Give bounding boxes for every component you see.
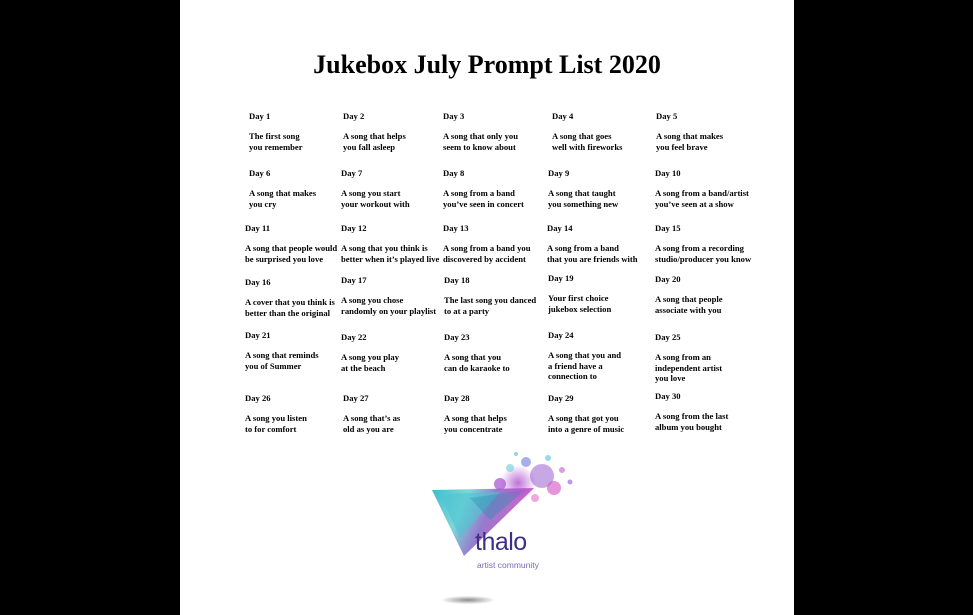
day-label: Day 16 (245, 277, 271, 287)
day-prompt: A song from a band/artist you’ve seen at a show (655, 188, 749, 209)
day-cell (655, 332, 722, 384)
day-prompt: A song that’s as old as you are (343, 413, 401, 434)
day-label: Day 4 (552, 111, 574, 121)
day-prompt: A song that people would be surprised you love (245, 243, 338, 264)
logo-tagline: artist community (477, 560, 539, 570)
day-cell (245, 223, 337, 264)
day-label: Day 5 (656, 111, 678, 121)
day-cell (341, 168, 410, 209)
day-label: Day 20 (655, 274, 681, 284)
day-cell (245, 330, 319, 371)
day-label: Day 29 (548, 393, 574, 403)
day-cell (341, 223, 439, 264)
day-cell (444, 275, 536, 316)
day-prompt: A song you listen to for comfort (245, 413, 307, 434)
day-label: Day 24 (548, 330, 574, 340)
day-prompt: A song from a band that you are friends with (547, 243, 638, 264)
day-label: Day 23 (444, 332, 470, 342)
day-label: Day 26 (245, 393, 271, 403)
day-cell (552, 111, 623, 152)
day-prompt: A song from a recording studio/producer you know (655, 243, 752, 264)
day-cell (548, 393, 624, 434)
day-prompt: A song that people associate with you (655, 294, 723, 315)
day-prompt: A song that helps you fall asleep (343, 131, 406, 152)
day-label: Day 22 (341, 332, 367, 342)
day-label: Day 3 (443, 111, 465, 121)
day-prompt: A song that makes you cry (249, 188, 317, 209)
day-label: Day 25 (655, 332, 681, 342)
day-prompt: A song you start your workout with (341, 188, 410, 209)
day-cell (443, 111, 518, 152)
day-prompt: A song that taught you something new (548, 188, 619, 209)
day-label: Day 15 (655, 223, 681, 233)
day-label: Day 2 (343, 111, 365, 121)
day-cell (443, 223, 530, 264)
day-cell (548, 168, 618, 209)
day-cell (343, 111, 406, 152)
day-prompt: A cover that you think is better than the original (245, 297, 335, 318)
day-label: Day 9 (548, 168, 570, 178)
day-cell (547, 223, 638, 264)
day-cell (655, 391, 728, 432)
day-label: Day 21 (245, 330, 271, 340)
page-title: Jukebox July Prompt List 2020 (313, 50, 661, 79)
prompt-list-page (180, 0, 794, 615)
day-cell (548, 330, 621, 382)
day-label: Day 11 (245, 223, 271, 233)
day-label: Day 1 (249, 111, 271, 121)
day-cell (249, 111, 303, 152)
day-prompt: A song that only you seem to know about (443, 131, 518, 152)
day-cell (656, 111, 723, 152)
day-prompt: A song that goes well with fireworks (552, 131, 623, 152)
day-prompt: A song that reminds you of Summer (245, 350, 319, 371)
day-prompt: A song from the last album you bought (655, 411, 729, 432)
day-label: Day 13 (443, 223, 469, 233)
day-cell (655, 168, 749, 209)
day-cell (444, 332, 510, 373)
thalo-logo-graphic (430, 448, 580, 578)
day-prompt: A song that you and a friend have a connection to (548, 350, 622, 382)
day-cell (249, 168, 316, 209)
day-prompt: Your first choice jukebox selection (548, 293, 612, 314)
day-cell (343, 393, 400, 434)
day-prompt: A song that you think is better when it’s played live (341, 243, 440, 264)
day-label: Day 18 (444, 275, 470, 285)
day-cell (341, 332, 399, 373)
day-prompt: A song you chose randomly on your playlist (341, 295, 437, 316)
day-label: Day 8 (443, 168, 465, 178)
day-cell (245, 277, 335, 318)
day-label: Day 12 (341, 223, 367, 233)
day-label: Day 19 (548, 273, 574, 283)
day-prompt: A song that helps you concentrate (444, 413, 507, 434)
day-label: Day 7 (341, 168, 363, 178)
day-label: Day 17 (341, 275, 367, 285)
day-prompt: A song from a band you discovered by accident (443, 243, 531, 264)
day-label: Day 14 (547, 223, 573, 233)
day-cell (444, 393, 507, 434)
day-cell (341, 275, 436, 316)
day-prompt: A song that got you into a genre of music (548, 413, 625, 434)
day-prompt: A song that you can do karaoke to (444, 352, 510, 373)
day-cell (548, 273, 611, 314)
day-label: Day 30 (655, 391, 681, 401)
day-prompt: The first song you remember (249, 131, 303, 152)
day-label: Day 28 (444, 393, 470, 403)
day-prompt: A song from an independent artist you love (655, 352, 723, 384)
drop-shadow (442, 596, 494, 604)
day-label: Day 10 (655, 168, 681, 178)
logo-wordmark: thalo (475, 528, 527, 556)
day-cell (245, 393, 307, 434)
day-prompt: A song from a band you’ve seen in concert (443, 188, 524, 209)
day-label: Day 6 (249, 168, 271, 178)
day-prompt: A song that makes you feel brave (656, 131, 724, 152)
day-label: Day 27 (343, 393, 369, 403)
day-prompt: A song you play at the beach (341, 352, 400, 373)
day-cell (443, 168, 524, 209)
day-cell (655, 223, 751, 264)
day-prompt: The last song you danced to at a party (444, 295, 537, 316)
day-cell (655, 274, 723, 315)
